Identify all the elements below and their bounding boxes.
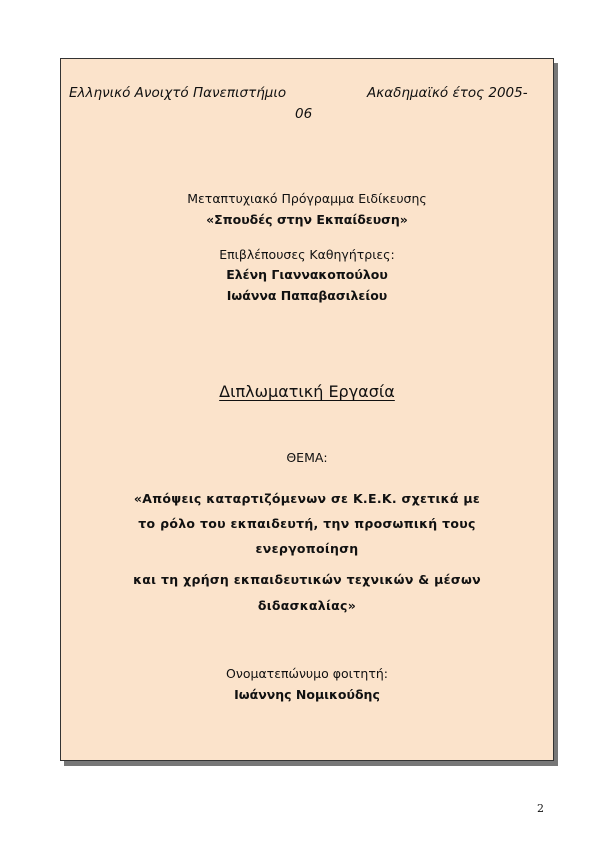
academic-year: Ακαδημαϊκό έτος 2005- (367, 85, 528, 101)
topic-line: ενεργοποίηση (255, 541, 359, 556)
topic-label: ΘΕΜΑ: (286, 450, 328, 465)
topic-line: «Απόψεις καταρτιζόμενων σε Κ.Ε.Κ. σχετικά με (133, 491, 481, 506)
cover-page (60, 58, 554, 761)
program-label: Μεταπτυχιακό Πρόγραμμα Ειδίκευσης (187, 191, 427, 206)
document-type-title: Διπλωματική Εργασία (219, 382, 395, 401)
program-name: «Σπουδές στην Εκπαίδευση» (206, 212, 408, 227)
academic-year-continuation: 06 (295, 106, 313, 122)
topic-line: το ρόλο του εκπαιδευτή, την προσωπική τους (138, 516, 476, 531)
supervisors-label: Επιβλέπουσες Καθηγήτριες: (219, 247, 395, 262)
supervisor-name: Ιωάννα Παπαβασιλείου (226, 288, 388, 303)
student-name: Ιωάννης Νομικούδης (234, 687, 380, 702)
page-number: 2 (537, 802, 544, 815)
university-name: Ελληνικό Ανοιχτό Πανεπιστήμιο (69, 85, 287, 101)
topic-line: και τη χρήση εκπαιδευτικών τεχνικών & μέσων (133, 572, 481, 587)
topic-line: διδασκαλίας» (257, 598, 357, 613)
student-label: Ονοματεπώνυμο φοιτητή: (226, 666, 388, 681)
supervisor-name: Ελένη Γιαννακοπούλου (226, 267, 388, 282)
